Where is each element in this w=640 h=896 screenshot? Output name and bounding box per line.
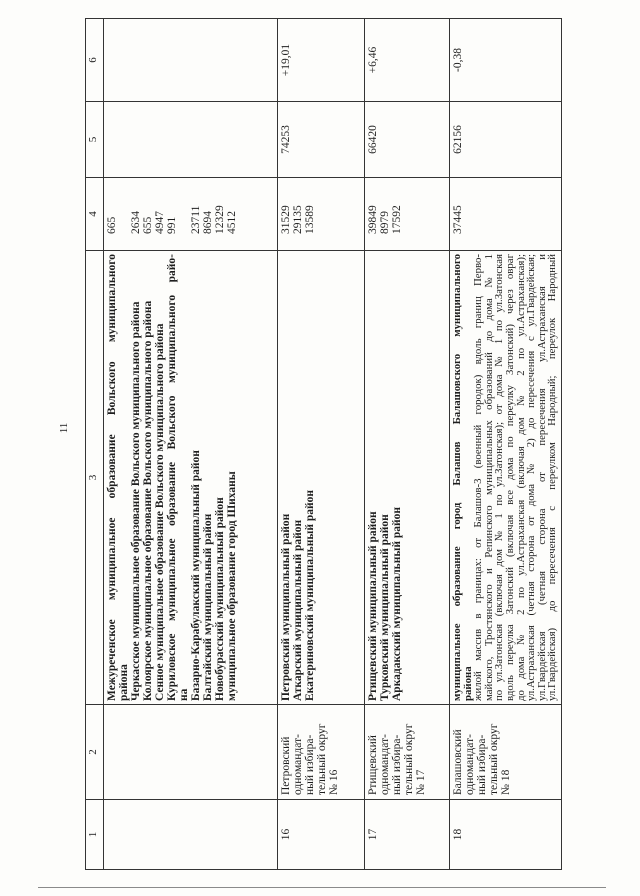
composition-line: муниципальное образование город Балашов Балашовского муниципального	[451, 254, 463, 701]
total-voters: 74253	[280, 125, 292, 154]
district-line: одномандат-	[464, 734, 476, 795]
table-cell-number	[278, 800, 364, 869]
district-line: одномандат-	[379, 734, 391, 795]
district-number: 18	[452, 828, 464, 841]
voters-value: 37445	[452, 205, 464, 234]
voters-value: 8694	[202, 211, 214, 234]
total-voters: 66420	[367, 125, 379, 154]
rotated-table-wrapper	[85, 18, 562, 870]
district-line: тельный округ	[316, 723, 328, 795]
composition-line: района	[461, 666, 474, 701]
column-number-1: 1	[86, 800, 103, 869]
composition-line: Балтайский муниципальный район	[202, 513, 214, 701]
voters-value: 23711	[190, 205, 202, 234]
page-number: 11	[58, 422, 70, 434]
composition-line: Петровский муниципальный район	[280, 513, 292, 701]
voters-value: 17592	[391, 205, 403, 234]
table-cell-district	[278, 705, 364, 799]
line-spacer	[178, 181, 190, 234]
voters-value: 4947	[154, 211, 166, 234]
composition-line: Турковский муниципальный район	[379, 514, 391, 701]
district-line: ный избира-	[391, 734, 403, 795]
composition-line: ул.Гвардейская) до пересечения с переулком Народный; переулок Народный	[546, 254, 559, 701]
voters-value: 991	[166, 216, 178, 234]
district-line: Ртищевский	[367, 735, 379, 795]
voters-value: 39849	[367, 205, 379, 234]
composition-line: Аркадакский муниципальный район	[391, 506, 403, 701]
deviation-percent: +19,01	[280, 43, 292, 77]
table-cell-composition	[278, 251, 364, 704]
composition-line: Новобурасский муниципальный район	[214, 497, 226, 701]
table-cell-total	[278, 102, 364, 177]
table-cell-deviation	[450, 19, 561, 101]
total-voters: 62156	[452, 125, 464, 154]
voters-value: 665	[106, 216, 118, 234]
voters-value: 13589	[304, 205, 316, 234]
deviation-percent: -0,38	[452, 48, 464, 72]
district-number: 16	[280, 828, 292, 841]
table-cell-voters	[365, 178, 449, 250]
column-number-2: 2	[86, 705, 103, 799]
composition-line: Межуреченское муниципальное образование Вольского муниципального	[106, 254, 118, 701]
district-line: Балашовский	[452, 729, 464, 795]
voters-value: 2634	[130, 211, 142, 234]
column-number-6: 6	[86, 19, 103, 101]
composition-line: по ул.Затонская (включая дом № 1 по ул.Затонская); от дома № 1 по ул.Затонская	[493, 254, 506, 701]
table-cell-composition	[365, 251, 449, 704]
voters-value: 4512	[226, 211, 238, 234]
district-line: тельный округ	[403, 723, 415, 795]
district-line: ный избира-	[476, 734, 488, 795]
composition-line: Куриловское муниципальное образование Вольского муниципального райо-	[166, 254, 178, 701]
composition-line: района	[118, 664, 130, 701]
district-line: Петровский	[280, 736, 292, 795]
table-cell-district	[104, 705, 277, 799]
composition-line: Екатериновский муниципальный район	[304, 490, 316, 701]
composition-line: Базарно-Карабулакский муниципальный район	[190, 450, 202, 701]
table-cell-deviation	[365, 19, 449, 101]
voters-value: 31529	[280, 205, 292, 234]
table-cell-district	[450, 705, 561, 799]
composition-line: Колоярское муниципальное образование Вольского муниципального района	[142, 300, 154, 701]
voters-value: 12329	[214, 205, 226, 234]
line-spacer	[118, 181, 130, 234]
district-line: одномандат-	[292, 734, 304, 795]
table-cell-number	[104, 800, 277, 869]
district-line: тельный округ	[488, 723, 500, 795]
table-cell-deviation	[278, 19, 364, 101]
districts-table	[85, 18, 562, 870]
composition-line: муниципальное образование город Шиханы	[226, 471, 238, 701]
table-cell-composition	[104, 251, 277, 704]
voters-value: 29135	[292, 205, 304, 234]
composition-line: ул.Астраханская (четная сторона от дома № 2) до пересечения с ул.Гвардейская;	[525, 254, 538, 701]
district-line: ный избира-	[304, 734, 316, 795]
composition-line: Сенное муниципальное образование Вольского муниципального района	[154, 323, 166, 701]
composition-line: майского, Тростянского и Репинского муниципальных образований до дома № 1	[482, 254, 495, 701]
composition-line: Черкасское муниципальное образование Вольского муниципального района	[130, 301, 142, 701]
composition-line: Ртищевский муниципальный район	[367, 511, 379, 701]
composition-line: на	[178, 688, 190, 701]
composition-line: до дома № 2 по ул.Астраханская (включая дом № 2 по ул.Астраханская);	[514, 254, 527, 701]
table-cell-deviation	[104, 19, 277, 101]
table-cell-composition	[450, 251, 561, 704]
table-cell-district	[365, 705, 449, 799]
table-cell-total	[450, 102, 561, 177]
composition-line: Аткарский муниципальный район	[292, 519, 304, 701]
voters-value: 655	[142, 216, 154, 234]
district-line: № 18	[500, 769, 512, 795]
composition-line: ул.Гвардейская (четная сторона от пересечения ул.Астраханская и	[535, 254, 548, 701]
table-cell-voters	[450, 178, 561, 250]
district-line: № 16	[328, 769, 340, 795]
table-cell-number	[365, 800, 449, 869]
column-number-5: 5	[86, 102, 103, 177]
district-line: № 17	[415, 769, 427, 795]
table-cell-number	[450, 800, 561, 869]
column-number-3: 3	[86, 251, 103, 704]
table-cell-voters	[278, 178, 364, 250]
table-cell-total	[365, 102, 449, 177]
table-cell-total	[104, 102, 277, 177]
voters-value: 8979	[379, 211, 391, 234]
table-cell-voters	[104, 178, 277, 250]
column-number-4: 4	[86, 178, 103, 250]
district-number: 17	[367, 828, 379, 841]
composition-line: жилой массив в границах: от Балашов-3 (военный городок) вдоль границ Перво-	[472, 254, 485, 701]
composition-line: вдоль переулка Затонский (включая все дома по переулку Затонский) через овраг	[503, 254, 516, 701]
deviation-percent: +6,46	[367, 46, 379, 74]
scan-edge-line	[38, 887, 606, 888]
